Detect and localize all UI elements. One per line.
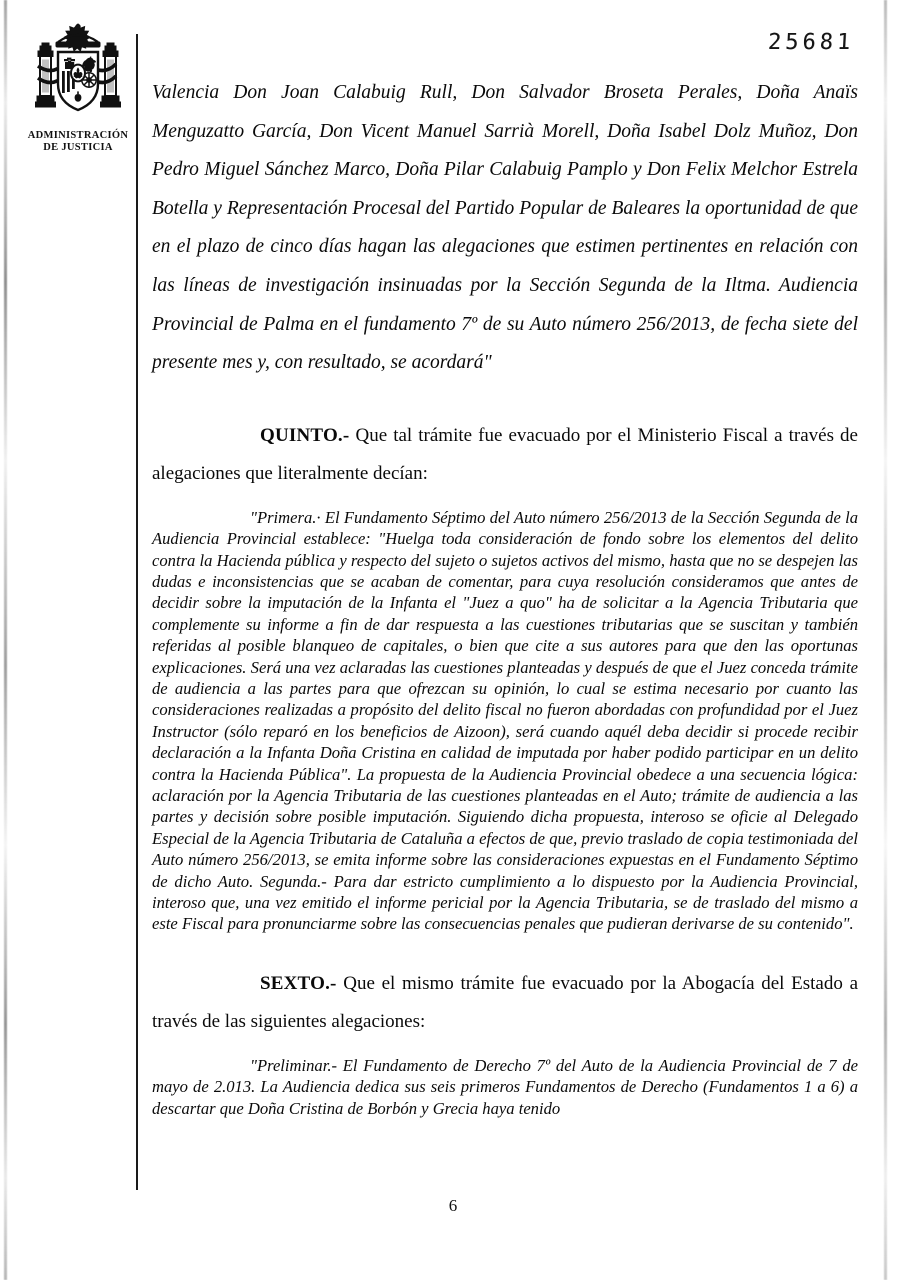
letterhead-emblem-column bbox=[24, 22, 132, 155]
section-text-quinto: Que tal trámite fue evacuado por el Ministerio Fiscal a través de alegaciones que literalmente decían: bbox=[152, 424, 858, 484]
quote-text-quinto: "Primera.· El Fundamento Séptimo del Auto número 256/2013 de la Sección Segunda de la Audiencia Provincial establece: "Huelga toda consideración de fondo sobre los elementos del delito contra la Hacienda pública y respecto del sujeto o sujetos activos del mismo, hasta que no se despejen las dudas e inconsistencias que se acaban de comentar, para cuya resolución consideramos que antes de decidir sobre la imputación de la Infanta el "Juez a quo" ha de solicitar a la Agencia Tributaria que complemente su informe a fin de dar respuesta a las cuestiones tributarias que se suscitan y también referidas al posible blanqueo de capitales, o bien que cite a sus autores para que den las oportunas explicaciones. Será una vez aclaradas las cuestiones planteadas y después de que el Juez conceda trámite de audiencia a las partes para que ofrezcan su opinión, lo cual se estima necesario por cuanto las consideraciones realizadas a propósito del delito fiscal no fueron abordadas con profundidad por el Juez Instructor (sólo reparó en los beneficios de Aizoon), será cuando aquél deba decidir si procede recibir declaración a la Infanta Doña Cristina en calidad de imputada por haber podido participar en un delito contra la Hacienda Pública". La propuesta de la Audiencia Provincial obedece a una secuencia lógica: aclaración por la Agencia Tributaria de las cuestiones planteadas en el Auto; trámite de audiencia a las partes y decisión sobre posible imputación. Siguiendo dicha propuesta, interoso se oficie al Delegado Especial de la Agencia Tributaria de Cataluña a efectos de que, previo traslado de copia testimoniada del Auto número 256/2013, se emita informe sobre las consideraciones expuestas en el Fundamento Séptimo de dicho Auto. Segunda.- Para dar estricto cumplimiento a lo dispuesto por la Audiencia Provincial, interoso que, una vez emitido el informe pericial por la Agencia Tributaria, se de traslado del mismo a este Fiscal para pronunciarme sobre las consecuencias penales que pudieran derivarse de su contenido". bbox=[152, 507, 858, 934]
section-label-quinto: QUINTO.- bbox=[260, 424, 350, 446]
section-quinto bbox=[152, 417, 858, 493]
letterhead-caption-line2: DE JUSTICIA bbox=[43, 142, 113, 154]
lead-paragraph: Valencia Don Joan Calabuig Rull, Don Salvador Broseta Perales, Doña Anaïs Menguzatto García, Don Vicent Manuel Sarrià Morell, Doña Isabel Dolz Muñoz, Don Pedro Miguel Sánchez Marco, Doña Pilar Calabuig Pamplo y Don Felix Melchor Estrela Botella y Representación Procesal del Partido Popular de Baleares la oportunidad de que en el plazo de cinco días hagan las alegaciones que estimen pertinentes en relación con las líneas de investigación insinuadas por la Sección Segunda de la Iltma. Audiencia Provincial de Palma en el fundamento 7º de su Auto número 256/2013, de fecha siete del presente mes y, con resultado, se acordará" bbox=[152, 82, 858, 374]
section-sexto bbox=[152, 965, 858, 1041]
vertical-divider-rule bbox=[136, 34, 138, 1190]
letterhead-caption bbox=[24, 130, 132, 155]
page-number: 6 bbox=[448, 1196, 458, 1215]
quote-quinto bbox=[152, 507, 858, 935]
letterhead-caption-line1: ADMINISTRACIÓN bbox=[27, 130, 129, 141]
quote-sexto bbox=[152, 1055, 858, 1119]
stamp-number: 25681 bbox=[767, 30, 855, 55]
document-content bbox=[152, 74, 858, 1119]
scan-edge-right bbox=[884, 0, 887, 1280]
section-label-sexto: SEXTO.- bbox=[260, 972, 337, 994]
section-text-sexto: Que el mismo trámite fue evacuado por la Abogacía del Estado a través de las siguientes alegaciones: bbox=[152, 972, 859, 1032]
quote-text-sexto: "Preliminar.- El Fundamento de Derecho 7º del Auto de la Audiencia Provincial de 7 de mayo de 2.013. La Audiencia dedica sus seis primeros Fundamentos de Derecho (Fundamentos 1 a 6) a descartar que Doña Cristina de Borbón y Grecia haya tenido bbox=[152, 1055, 858, 1118]
scan-edge-left bbox=[4, 0, 7, 1280]
spanish-coat-of-arms-icon bbox=[32, 22, 124, 126]
